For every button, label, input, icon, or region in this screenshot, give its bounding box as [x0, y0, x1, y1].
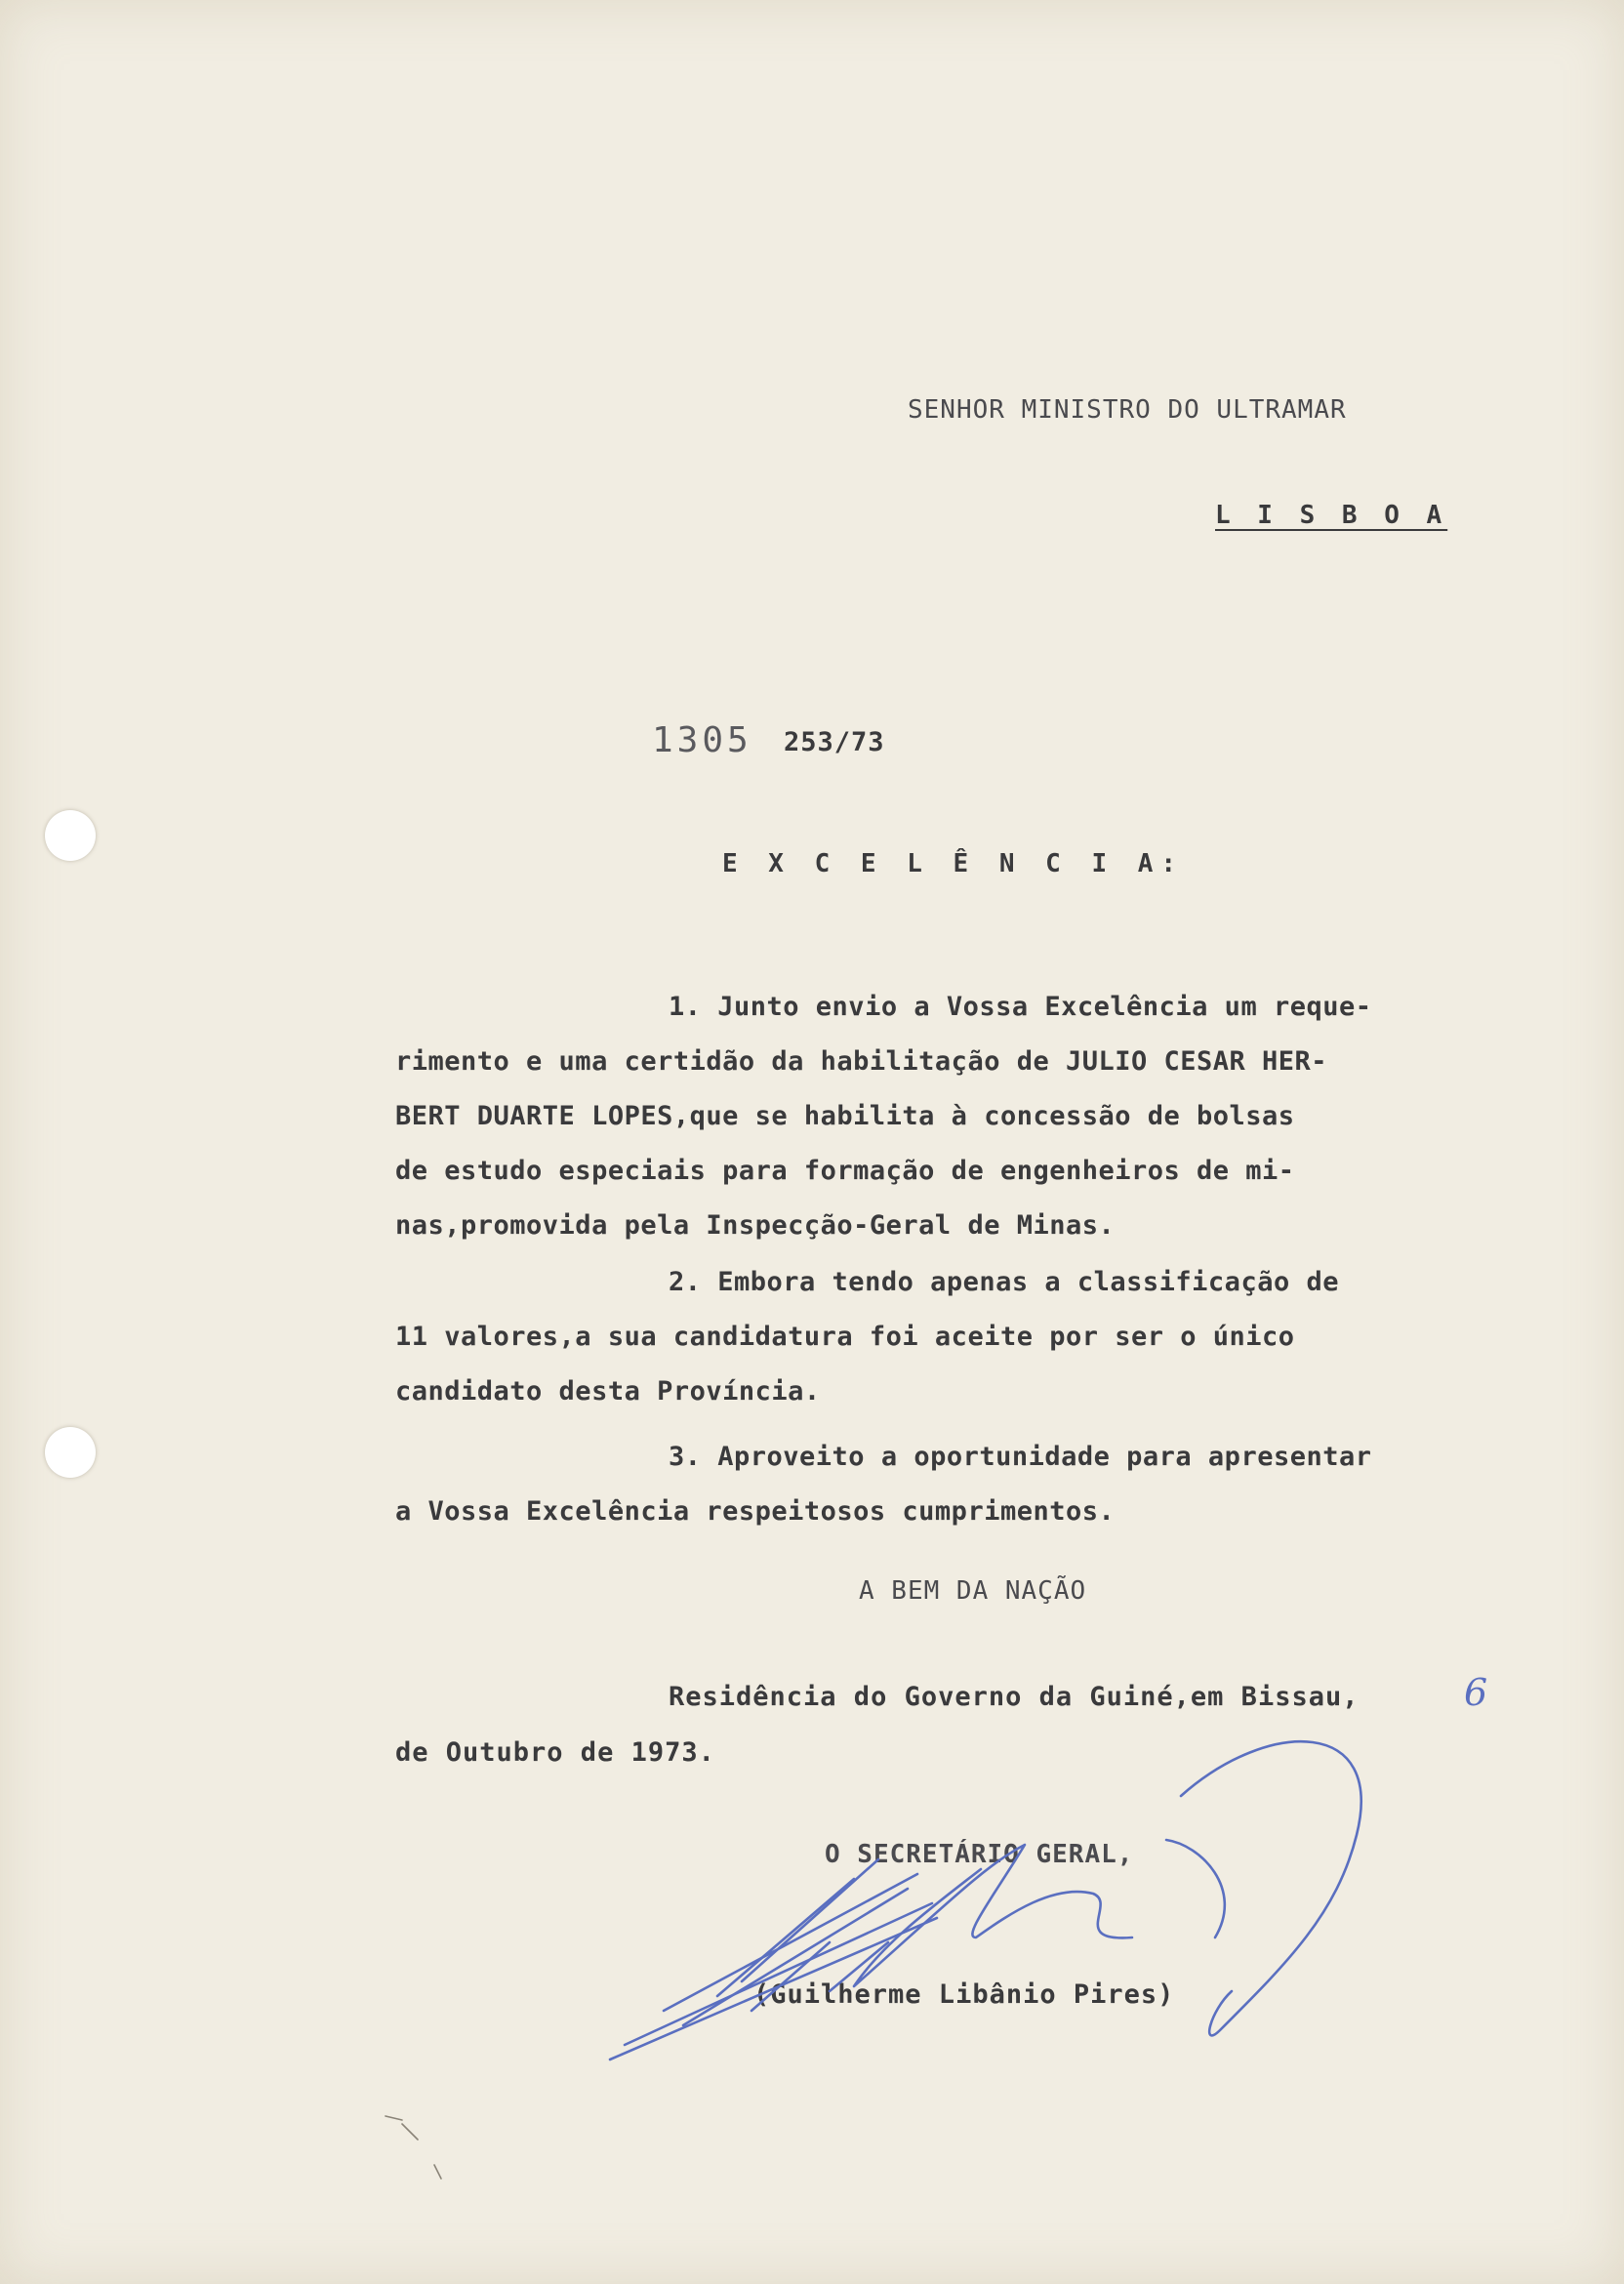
paragraph-1-line: nas,promovida pela Inspecção-Geral de Minas.	[395, 1210, 1116, 1241]
date-line-1: Residência do Governo da Guiné,em Bissau,	[669, 1682, 1360, 1712]
file-number: 253/73	[784, 727, 885, 757]
salutation: E X C E L Ê N C I A:	[722, 849, 1185, 878]
paragraph-2-line: 11 valores,a sua candidatura foi aceite por ser o único	[395, 1322, 1295, 1352]
signature-hatch-stroke	[610, 1918, 937, 2060]
addressee-title: SENHOR MINISTRO DO ULTRAMAR	[908, 395, 1347, 425]
paragraph-3-line: a Vossa Excelência respeitosos cumprimentos.	[395, 1496, 1116, 1527]
paragraph-1-line: rimento e uma certidão da habilitação de JULIO CESAR HER-	[395, 1046, 1328, 1077]
date-line-2: de Outubro de 1973.	[395, 1737, 715, 1768]
signature-loop-stroke	[1181, 1741, 1361, 2035]
signature-hatch-stroke	[683, 1889, 908, 2025]
paragraph-1-line: de estudo especiais para formação de engenheiros de mi-	[395, 1156, 1295, 1186]
paragraph-3-line: 3. Aproveito a oportunidade para apresentar	[669, 1442, 1372, 1472]
signature-hatch-stroke	[717, 1879, 854, 1996]
stamped-number: 1305	[652, 720, 752, 760]
paragraph-2-line: candidato desta Província.	[395, 1376, 821, 1407]
signature-hook-stroke	[1166, 1840, 1225, 1937]
signature-body-stroke	[854, 1845, 1132, 1986]
paper-mark	[386, 2116, 402, 2120]
paragraph-1-line: 1. Junto envio a Vossa Excelência um reque-	[669, 992, 1372, 1022]
closing-formula: A BEM DA NAÇÃO	[859, 1576, 1087, 1606]
paragraph-2-line: 2. Embora tendo apenas a classificação de	[669, 1267, 1339, 1297]
paper-mark	[434, 2165, 441, 2179]
signature-hatch-stroke	[830, 1942, 888, 1991]
signatory-name: (Guilherme Libânio Pires)	[753, 1979, 1175, 2010]
signatory-role: O SECRETÁRIO GERAL,	[825, 1840, 1134, 1869]
handwritten-day: 6	[1464, 1671, 1489, 1714]
signature-hatch-stroke	[625, 1903, 932, 2045]
addressee-city: L I S B O A	[1215, 501, 1448, 530]
paper-mark	[402, 2124, 418, 2140]
paragraph-1-line: BERT DUARTE LOPES,que se habilita à concessão de bolsas	[395, 1101, 1295, 1131]
